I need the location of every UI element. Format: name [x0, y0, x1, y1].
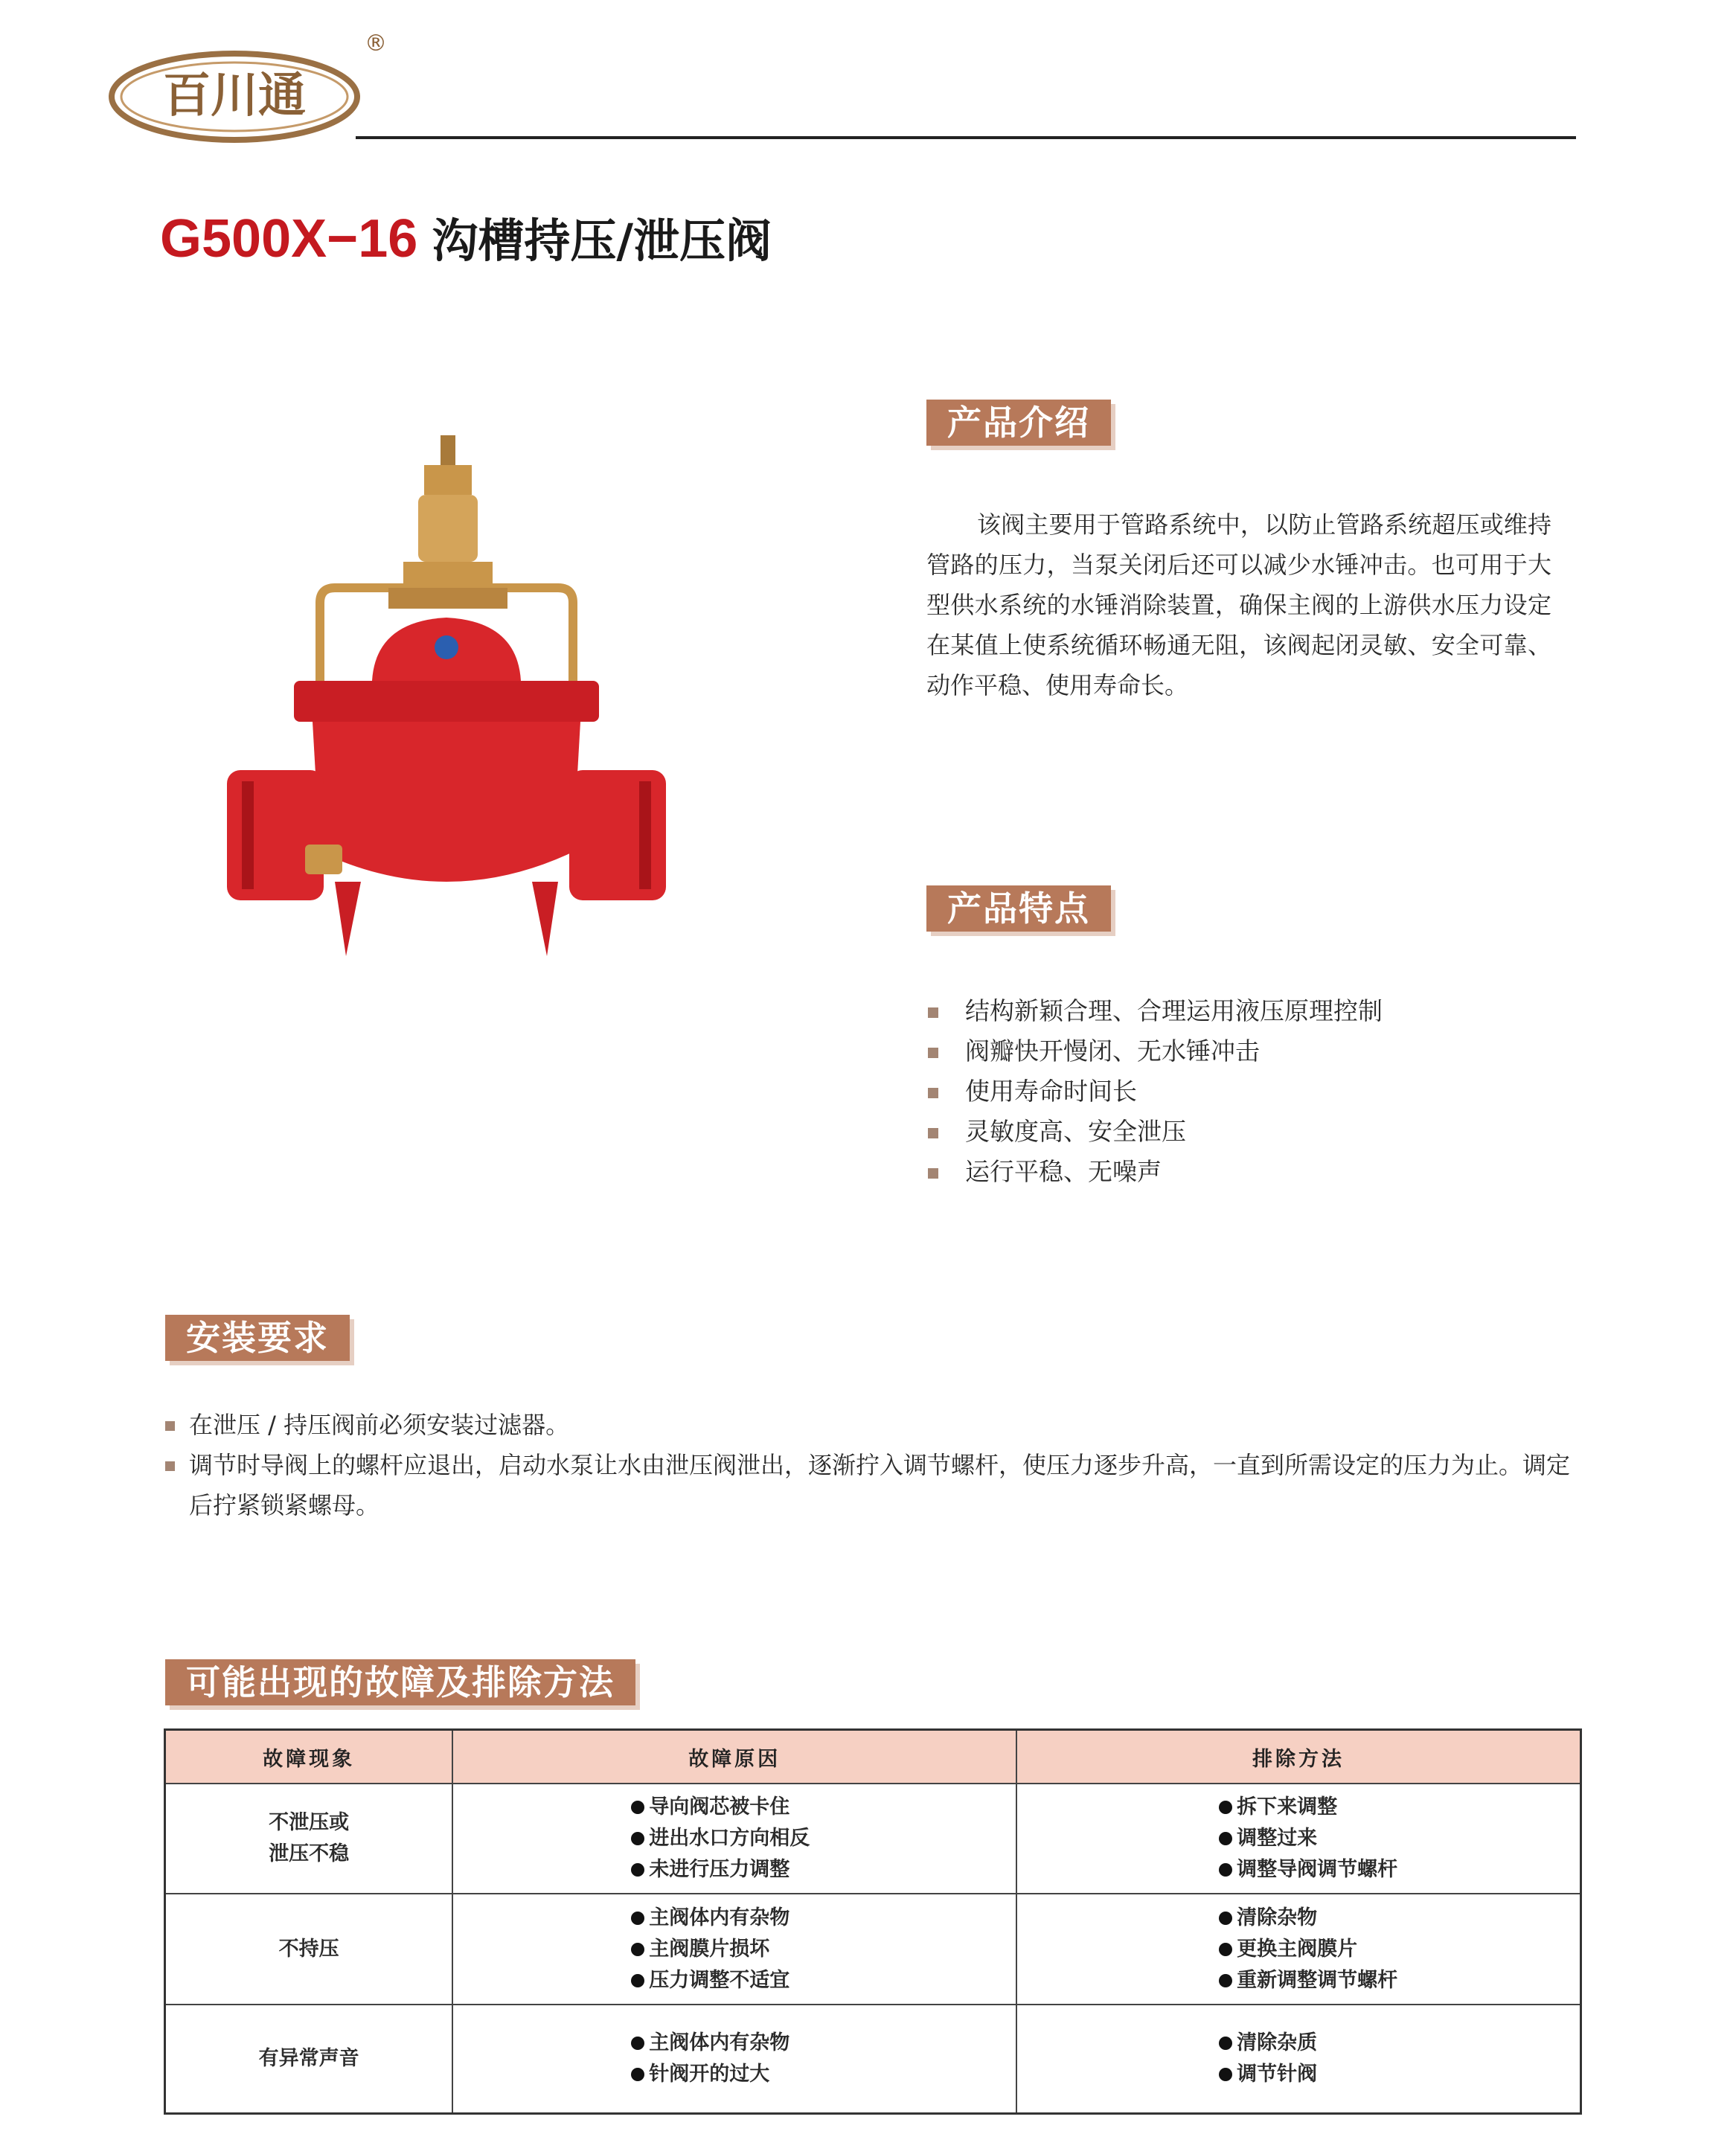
- fault-table: [164, 1728, 1582, 2115]
- header-cause: 故障原因: [452, 1730, 1016, 1784]
- list-item: 调节针阀: [1219, 2059, 1579, 2090]
- table-header-row: [165, 1730, 1581, 1784]
- bullet-dot-icon: [1219, 1801, 1232, 1814]
- cause-cell: [452, 1894, 1016, 2005]
- valve-product-image: [223, 435, 670, 1001]
- bullet-dot-icon: [631, 1832, 644, 1845]
- section-label-intro: 产品介绍: [926, 400, 1111, 446]
- brand-logo-text: 百川通: [163, 68, 306, 124]
- list-item: 调节时导阀上的螺杆应退出，启动水泵让水由泄压阀泄出，逐渐拧入调节螺杆，使压力逐步升高，一直到所需设定的压力为止。调定后拧紧锁紧螺母。: [165, 1445, 1579, 1525]
- bullet-square-icon: [165, 1461, 175, 1471]
- list-item: 结构新颖合理、合理运用液压原理控制: [926, 991, 1383, 1031]
- registered-mark: ®: [365, 31, 387, 57]
- list-item: 清除杂物: [1219, 1903, 1579, 1934]
- list-item: 主阀体内有杂物: [631, 1903, 1015, 1934]
- fix-cell: [1016, 1784, 1580, 1894]
- fix-cell: [1016, 2005, 1580, 2114]
- bullet-square-icon: [928, 1048, 938, 1058]
- list-item: 主阀膜片损坏: [631, 1934, 1015, 1965]
- bullet-dot-icon: [1219, 1912, 1232, 1925]
- section-label-install: 安装要求: [165, 1315, 350, 1361]
- bullet-square-icon: [928, 1007, 938, 1018]
- symptom-cell: 不泄压或 泄压不稳: [165, 1784, 453, 1894]
- table-row: [165, 1784, 1581, 1894]
- list-item: 运行平稳、无噪声: [926, 1152, 1383, 1192]
- page-title: [160, 209, 772, 269]
- list-item: 主阀体内有杂物: [631, 2028, 1015, 2059]
- bullet-square-icon: [928, 1128, 938, 1138]
- header-fix: 排除方法: [1016, 1730, 1580, 1784]
- bullet-square-icon: [165, 1421, 175, 1431]
- symptom-cell: 不持压: [165, 1894, 453, 2005]
- bullet-dot-icon: [631, 2068, 644, 2081]
- list-item: 使用寿命时间长: [926, 1071, 1383, 1112]
- cause-cell: [452, 1784, 1016, 1894]
- list-item: 清除杂质: [1219, 2028, 1579, 2059]
- bullet-dot-icon: [631, 1912, 644, 1925]
- bullet-dot-icon: [1219, 1943, 1232, 1956]
- list-item: 调整导阀调节螺杆: [1219, 1854, 1579, 1885]
- cause-cell: [452, 2005, 1016, 2114]
- features-list: [926, 991, 1383, 1192]
- brand-logo: [108, 22, 387, 149]
- bullet-dot-icon: [1219, 1974, 1232, 1987]
- list-item: 未进行压力调整: [631, 1854, 1015, 1885]
- bullet-dot-icon: [631, 2037, 644, 2050]
- list-item: 进出水口方向相反: [631, 1823, 1015, 1854]
- fix-cell: [1016, 1894, 1580, 2005]
- header-symptom: 故障现象: [165, 1730, 453, 1784]
- install-list: [165, 1405, 1579, 1525]
- bullet-dot-icon: [1219, 1832, 1232, 1845]
- list-item: 压力调整不适宜: [631, 1965, 1015, 1996]
- section-label-features: 产品特点: [926, 885, 1111, 932]
- header-rule: [356, 136, 1576, 139]
- list-item: 在泄压 / 持压阀前必须安装过滤器。: [165, 1405, 1579, 1445]
- product-name: 沟槽持压/泄压阀: [432, 214, 772, 268]
- table-row: [165, 2005, 1581, 2114]
- symptom-cell: 有异常声音: [165, 2005, 453, 2114]
- bullet-dot-icon: [631, 1863, 644, 1877]
- list-item: 拆下来调整: [1219, 1792, 1579, 1823]
- list-item: 重新调整调节螺杆: [1219, 1965, 1579, 1996]
- list-item: 阀瓣快开慢闭、无水锤冲击: [926, 1031, 1383, 1071]
- bullet-dot-icon: [631, 1943, 644, 1956]
- list-item: 更换主阀膜片: [1219, 1934, 1579, 1965]
- bullet-dot-icon: [631, 1974, 644, 1987]
- intro-paragraph: 该阀主要用于管路系统中，以防止管路系统超压或维持管路的压力，当泵关闭后还可以减少水锤冲击。也可用于大型供水系统的水锤消除装置，确保主阀的上游供水压力设定在某值上使系统循环畅通无阻，该阀起闭灵敏、安全可靠、动作平稳、使用寿命长。: [926, 510, 1551, 699]
- bullet-dot-icon: [631, 1801, 644, 1814]
- section-label-faults: 可能出现的故障及排除方法: [165, 1659, 635, 1705]
- list-item: 调整过来: [1219, 1823, 1579, 1854]
- model-code: G500X−16: [160, 209, 418, 269]
- bullet-square-icon: [928, 1168, 938, 1179]
- bullet-dot-icon: [1219, 2037, 1232, 2050]
- bullet-square-icon: [928, 1088, 938, 1098]
- list-item: 针阀开的过大: [631, 2059, 1015, 2090]
- bullet-dot-icon: [1219, 1863, 1232, 1877]
- list-item: 灵敏度高、安全泄压: [926, 1112, 1383, 1152]
- bullet-dot-icon: [1219, 2068, 1232, 2081]
- list-item: 导向阀芯被卡住: [631, 1792, 1015, 1823]
- table-row: [165, 1894, 1581, 2005]
